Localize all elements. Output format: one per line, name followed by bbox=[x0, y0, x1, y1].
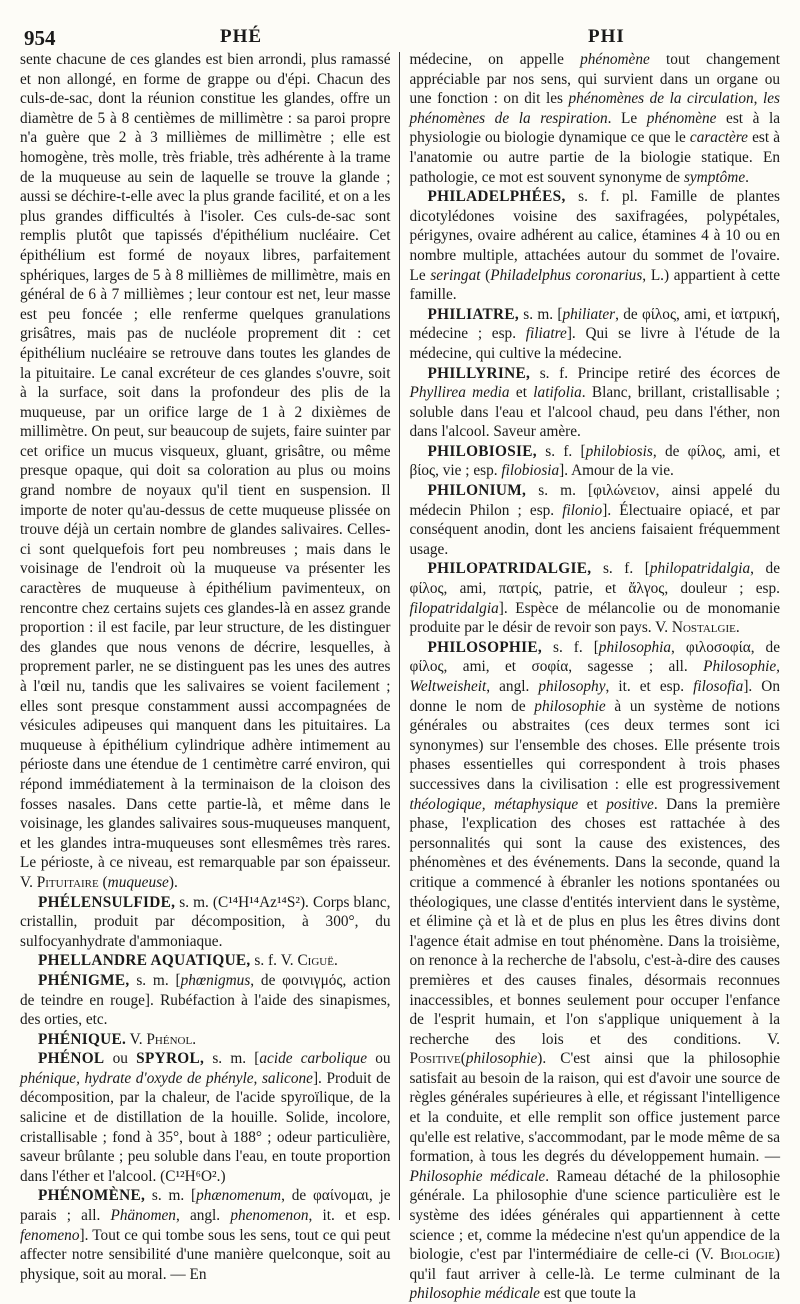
body-text: s. m. [φιλώνειον, ainsi appelé du médecin Philon ; esp. bbox=[409, 482, 780, 519]
dictionary-entry bbox=[20, 893, 391, 952]
dictionary-entry bbox=[20, 951, 391, 971]
body-text: , angl. bbox=[175, 1207, 231, 1225]
headword: PHÉNOL bbox=[38, 1050, 105, 1068]
body-text: ]. Tout ce qui tombe sous les sens, tout ce qui peut affecter notre sensibilité d'une manière quelconque, soit au physique, soit au moral. — En bbox=[20, 1226, 391, 1283]
italic-text: philiater bbox=[562, 305, 616, 323]
italic-text: filonio bbox=[562, 501, 603, 519]
italic-text: filosofia bbox=[693, 678, 744, 695]
italic-text: les phénomènes de la respiration bbox=[409, 90, 780, 127]
headword: PHILIATRE, bbox=[427, 305, 520, 323]
headword: PHÉNOMÈNE, bbox=[38, 1187, 146, 1205]
italic-text: philosophie médicale bbox=[409, 1285, 540, 1303]
italic-text: positive bbox=[606, 795, 654, 813]
headword: PHELLANDRE AQUATIQUE, bbox=[38, 952, 251, 970]
body-text: s. f. bbox=[250, 952, 281, 970]
italic-text: symptôme bbox=[683, 168, 746, 186]
headword: PHILLYRINE, bbox=[427, 364, 531, 382]
cross-reference: Positive bbox=[409, 1050, 461, 1068]
headword: PHÉNIQUE. bbox=[38, 1030, 127, 1048]
cross-reference: V. Ciguë bbox=[280, 952, 334, 970]
body-text: . bbox=[333, 952, 338, 970]
body-text: V. bbox=[20, 873, 37, 891]
body-text: , it. et esp. bbox=[308, 1207, 391, 1225]
continued-paragraph bbox=[409, 50, 780, 187]
cross-reference: Pituitaire bbox=[36, 873, 99, 891]
italic-text: phénomène bbox=[580, 51, 650, 68]
dictionary-entry bbox=[20, 1186, 391, 1284]
italic-text: Phyllirea media bbox=[409, 384, 510, 402]
italic-text: phenomenon bbox=[230, 1207, 309, 1225]
italic-text: philopatridalgia bbox=[649, 560, 751, 578]
italic-text: caractère bbox=[689, 129, 748, 147]
italic-text: latifolia bbox=[533, 384, 582, 402]
continued-paragraph bbox=[20, 50, 391, 893]
body-text: . bbox=[735, 619, 740, 637]
body-text: et bbox=[509, 384, 534, 402]
italic-text: phænomenum bbox=[196, 1187, 282, 1205]
body-text: ]. Qui se livre à l'étude de la médecine, qui cultive la médecine. bbox=[409, 325, 780, 362]
body-text: . Dans la première phase, l'explication des choses est rattachée à des personnalités qui sont la cause des existences, des phénomènes et des événements. Dans la seconde, quand la critique a commencé à ébranler les notions spontanées ou théologiques, une classe d'entités intervient dans le système, et élimine çà et là et de plus en plus les êtres divins dont l'agence était admise en tout phénomène. Dans la troisième, on renonce à la recherche de l'absolu, c'est-à-dire des causes premières et des causes finales, désormais reconnues inaccessibles, et bonnes seulement pour occuper l'enfance de l'esprit humain, et l'on s'applique uniquement à la recherche des lois et des conditions. V. bbox=[409, 795, 780, 1048]
body-text: ). C'est ainsi que la philosophie satisfait au besoin de la raison, qui est d'avoir une source de règles générales supérieures à elle, et régissant l'intelligence et la conduite, et elle remplit son office justement parce qu'elle est relative, s'accommodant, par le mode même de sa formation, à tous les degrés du développement humain. — bbox=[409, 1050, 780, 1166]
body-text: . bbox=[745, 168, 749, 186]
dictionary-entry bbox=[409, 187, 780, 305]
italic-text: théologique, métaphysique bbox=[409, 795, 579, 813]
body-text: est à la physiologie ou biologie dynamique ce que le bbox=[409, 109, 781, 147]
right-column bbox=[399, 50, 781, 1303]
dictionary-entry bbox=[20, 1030, 391, 1050]
headword: PHILOPATRIDALGIE, bbox=[427, 560, 592, 578]
body-text: ]. Espèce de mélancolie ou de monomanie produite par le désir de revoir son pays. V. bbox=[409, 599, 780, 637]
body-text: s. m. (C¹⁴H¹⁴Az¹⁴S²). Corps blanc, cristallin, produit par décomposition, à 300°, du sulfocyanhydrate d'ammoniaque. bbox=[20, 893, 391, 950]
body-text: ]. On donne le nom de bbox=[409, 678, 780, 715]
body-text: , de φαίνομαι, je parais ; all. bbox=[20, 1187, 391, 1225]
italic-text: Phänomen bbox=[110, 1207, 176, 1225]
body-text: ]. Électuaire opiacé, et par conséquent anodin, dont les anciens faisaient fréquemment usage. bbox=[409, 501, 780, 558]
running-head-right: PHI bbox=[588, 26, 625, 47]
cross-reference: Phénol bbox=[146, 1030, 193, 1048]
body-text: . Rameau détaché de la philosophie générale. La philosophie d'une science particulière est le système des idées générales qui appartiennent à cette science ; et, comme la médecine n'est qu'un appendice de la biologie, c'est par l'intermédiaire de celle-ci (V. bbox=[409, 1167, 780, 1264]
italic-text: Philosophie médicale bbox=[409, 1167, 546, 1185]
italic-text: muqueuse bbox=[107, 873, 169, 891]
dictionary-entry bbox=[20, 1049, 391, 1186]
body-text: . bbox=[192, 1030, 197, 1048]
body-text: s. f. [ bbox=[542, 638, 599, 656]
italic-text: philosophie bbox=[534, 697, 606, 715]
italic-text: philosophie bbox=[465, 1050, 538, 1068]
body-text: ]. Produit de décomposition, par la chaleur, de l'acide spyroïlique, de la salicine et de distillation de la houille. Solide, incolore, cristallisable ; fond à 35°, bout à 188° ; odeur particulière, saveur brûlante ; peu soluble dans l'eau, en toute proportion dans l'éther et l'alcool. (C¹²H⁶O².) bbox=[20, 1069, 391, 1185]
body-text: médecine, on appelle bbox=[409, 51, 581, 68]
italic-text: fenomeno bbox=[20, 1226, 80, 1244]
dictionary-entry bbox=[409, 559, 780, 637]
cross-reference: Biologie bbox=[720, 1246, 775, 1264]
headword: PHILOBIOSIE, bbox=[427, 442, 537, 460]
italic-text: philosophy bbox=[538, 678, 606, 695]
dictionary-entry bbox=[20, 971, 391, 1030]
italic-text: phœnigmus bbox=[180, 971, 251, 989]
left-column bbox=[20, 50, 399, 1283]
headword: SPYROL, bbox=[136, 1050, 205, 1068]
headword: PHILONIUM, bbox=[427, 482, 527, 500]
italic-text: Philosophie, Weltweisheit bbox=[409, 658, 780, 695]
dictionary-entry bbox=[409, 638, 780, 1304]
body-text: , φιλοσοφία, de φίλος, ami, et σοφία, sagesse ; all. bbox=[409, 638, 780, 676]
body-text: est que toute la bbox=[539, 1285, 636, 1303]
body-text: , it. et esp. bbox=[605, 678, 694, 695]
body-text: , de φίλος, ami, et βίος, vie ; esp. bbox=[409, 442, 780, 480]
body-text: , de φίλος, ami, πατρίς, patrie, et ἄλγος, douleur ; esp. bbox=[409, 560, 780, 598]
body-text: ) qu'il faut arriver à celle-là. Le terme culminant de la bbox=[409, 1246, 780, 1283]
page-number: 954 bbox=[24, 26, 56, 50]
body-text: ou bbox=[367, 1050, 391, 1068]
body-text: s. f. [ bbox=[536, 442, 586, 460]
body-text: ]. Amour de la vie. bbox=[559, 462, 674, 480]
body-text: s. m. [ bbox=[519, 305, 563, 323]
body-text: V. bbox=[126, 1030, 147, 1048]
body-text: et bbox=[578, 795, 607, 813]
body-text: , de φίλος, ami, et ἰατρική, médecine ; esp. bbox=[409, 305, 780, 343]
italic-text: philosophia bbox=[598, 638, 672, 656]
body-text: , de φοινιγμός, action de teindre en rouge]. Rubéfaction à l'aide des sinapismes, des orties, etc. bbox=[20, 971, 391, 1029]
body-text: ou bbox=[104, 1050, 137, 1068]
dictionary-entry bbox=[409, 481, 780, 559]
body-text: , angl. bbox=[486, 678, 539, 695]
italic-text: phénomène bbox=[646, 109, 717, 127]
italic-text: acide carbolique bbox=[259, 1050, 367, 1068]
dictionary-entry bbox=[409, 442, 780, 481]
running-head-left: PHÉ bbox=[220, 26, 263, 47]
italic-text: phénique, hydrate d'oxyde de phényle, salicone bbox=[20, 1069, 313, 1087]
italic-text: filiatre bbox=[525, 325, 567, 343]
body-text: , L.) appartient à cette famille. bbox=[409, 266, 781, 304]
italic-text: filobiosia bbox=[501, 462, 560, 480]
italic-text: philobiosis bbox=[585, 442, 653, 460]
body-text: sente chacune de ces glandes est bien arrondi, plus ramassé et non allongé, en forme de grappe ou d'épi. Chacun des culs-de-sac, dont la réunion constitue les glandes, offre un diamètre de 5 à 8 centièmes de millimètre : sa paroi propre n'a guère que 2 à 3 millièmes de millimètre ; elle est homogène, très molle, très friable, très adhérente à la trame de la muqueuse au sein de laquelle se trouve la glande ; aussi se déchire-t-elle avec la plus grande facilité, et on a les plus grandes difficultés à l'isoler. Ces culs-de-sac sont remplis plutôt que tapissés d'épithélium nucléaire. Cet épithélium est formé de noyaux libres, parfaitement sphériques, larges de 5 à 8 millièmes de millimètre, mais en général de 6 à 7 millièmes ; leur contour est net, leur masse est peu foncée ; elle renferme quelques granulations grisâtres, mais pas de nucléole proprement dit : cet épithélium nucléaire se retrouve dans toutes les glandes de la pituitaire. Le canal excréteur de ces glandes s'ouvre, soit à la surface, soit dans la profondeur des plis de la muqueuse, par un orifice large de 1 à 2 dixièmes de millimètre. On peut, sur beaucoup de sujets, faire suinter par cet orifice un mucus visqueux, gluant, grisâtre, ou même presque opaque, qui doit sa coloration au plus ou moins grand nombre de noyaux qu'il tient en suspension. Il importe de noter qu'au-dessus de cette muqueuse plissée on trouve déjà un certain nombre de glandes salivaires. Celles-ci sont quelquefois fort peu nombreuses ; mais dans le voisinage de l'endroit où la muqueuse va présenter les caractères de muqueuse à épithélium pavimenteux, on rencontre chez certains sujets ces glandes-là en assez grande proportion : il est facile, par leur structure, de les distinguer des glandes que nous venons de décrire, lesquelles, à proprement parler, ne se distinguent pas les unes des autres à l'œil nu, tandis que les salivaires se voient facilement ; elles sont presque constamment aussi accompagnées de vésicules adipeuses qui manquent dans les pituitaires. La muqueuse à épithélium cylindrique adhère intimement au périoste dans une étendue de 1 centimètre carré environ, qui répond immédiatement à la terminaison de la cloison des fosses nasales. Dans cette partie-là, et même dans le voisinage, les glandes salivaires sous-muqueuses manquent, et les glandes intra-muqueuses sont ellesmêmes très rares. Le périoste, à ce niveau, est remarquable par son épaisseur. bbox=[20, 51, 391, 872]
body-text: s. m. [ bbox=[145, 1187, 197, 1205]
body-text: ( bbox=[480, 266, 491, 284]
body-text: à un système de notions générales ou abstraites (ces deux termes sont ici synonymes) sur l'ensemble des choses. Elle présente trois phases essentielles qui correspondent à trois phases successives dans la civilisation : elle est progressivement bbox=[409, 697, 780, 793]
cross-reference: Nostalgie bbox=[671, 619, 736, 637]
body-text: s. m. [ bbox=[129, 971, 181, 989]
headword: PHILOSOPHIE, bbox=[427, 638, 543, 656]
body-text: s. f. pl. Famille de plantes dicotylédones voisine des saxifragées, polypétales, périgynes, ovaire adhérent au calice, étamines 4 à 10 ou en nombre multiple, attachées autour du sommet de l'ovaire. Le bbox=[409, 188, 780, 284]
body-text: tout changement appréciable par nos sens, qui survient dans un organe ou une fonction : on dit les bbox=[409, 51, 780, 108]
body-text: . Blanc, brillant, cristallisable ; soluble dans l'eau et l'alcool chaud, peu dans l'éther, non dans l'alcool. Saveur amère. bbox=[409, 384, 780, 441]
italic-text: phénomènes de la circulation bbox=[568, 90, 754, 108]
body-text: ). bbox=[168, 873, 178, 891]
headword: PHÉNIGME, bbox=[38, 971, 130, 989]
dictionary-entry bbox=[409, 305, 780, 364]
body-text: , bbox=[753, 90, 763, 108]
body-text: ( bbox=[98, 873, 108, 891]
body-text: . Le bbox=[607, 109, 647, 127]
headword: PHÉLENSULFIDE, bbox=[38, 893, 176, 911]
body-text: s. f. [ bbox=[591, 560, 650, 578]
dictionary-entry bbox=[409, 364, 780, 442]
text-columns bbox=[20, 50, 781, 1303]
italic-text: Philadelphus coronarius bbox=[490, 266, 643, 284]
headword: PHILADELPHÉES, bbox=[427, 188, 566, 206]
body-text: s. m. [ bbox=[204, 1050, 260, 1068]
italic-text: seringat bbox=[430, 266, 481, 284]
body-text: ( bbox=[460, 1050, 466, 1068]
page-header bbox=[20, 18, 780, 50]
italic-text: filopatridalgia bbox=[409, 599, 499, 617]
body-text: est à l'anatomie ou autre partie de la biologie statique. En pathologie, ce mot est souvent synonyme de bbox=[409, 129, 780, 186]
body-text: s. f. Principe retiré des écorces de bbox=[530, 364, 780, 382]
